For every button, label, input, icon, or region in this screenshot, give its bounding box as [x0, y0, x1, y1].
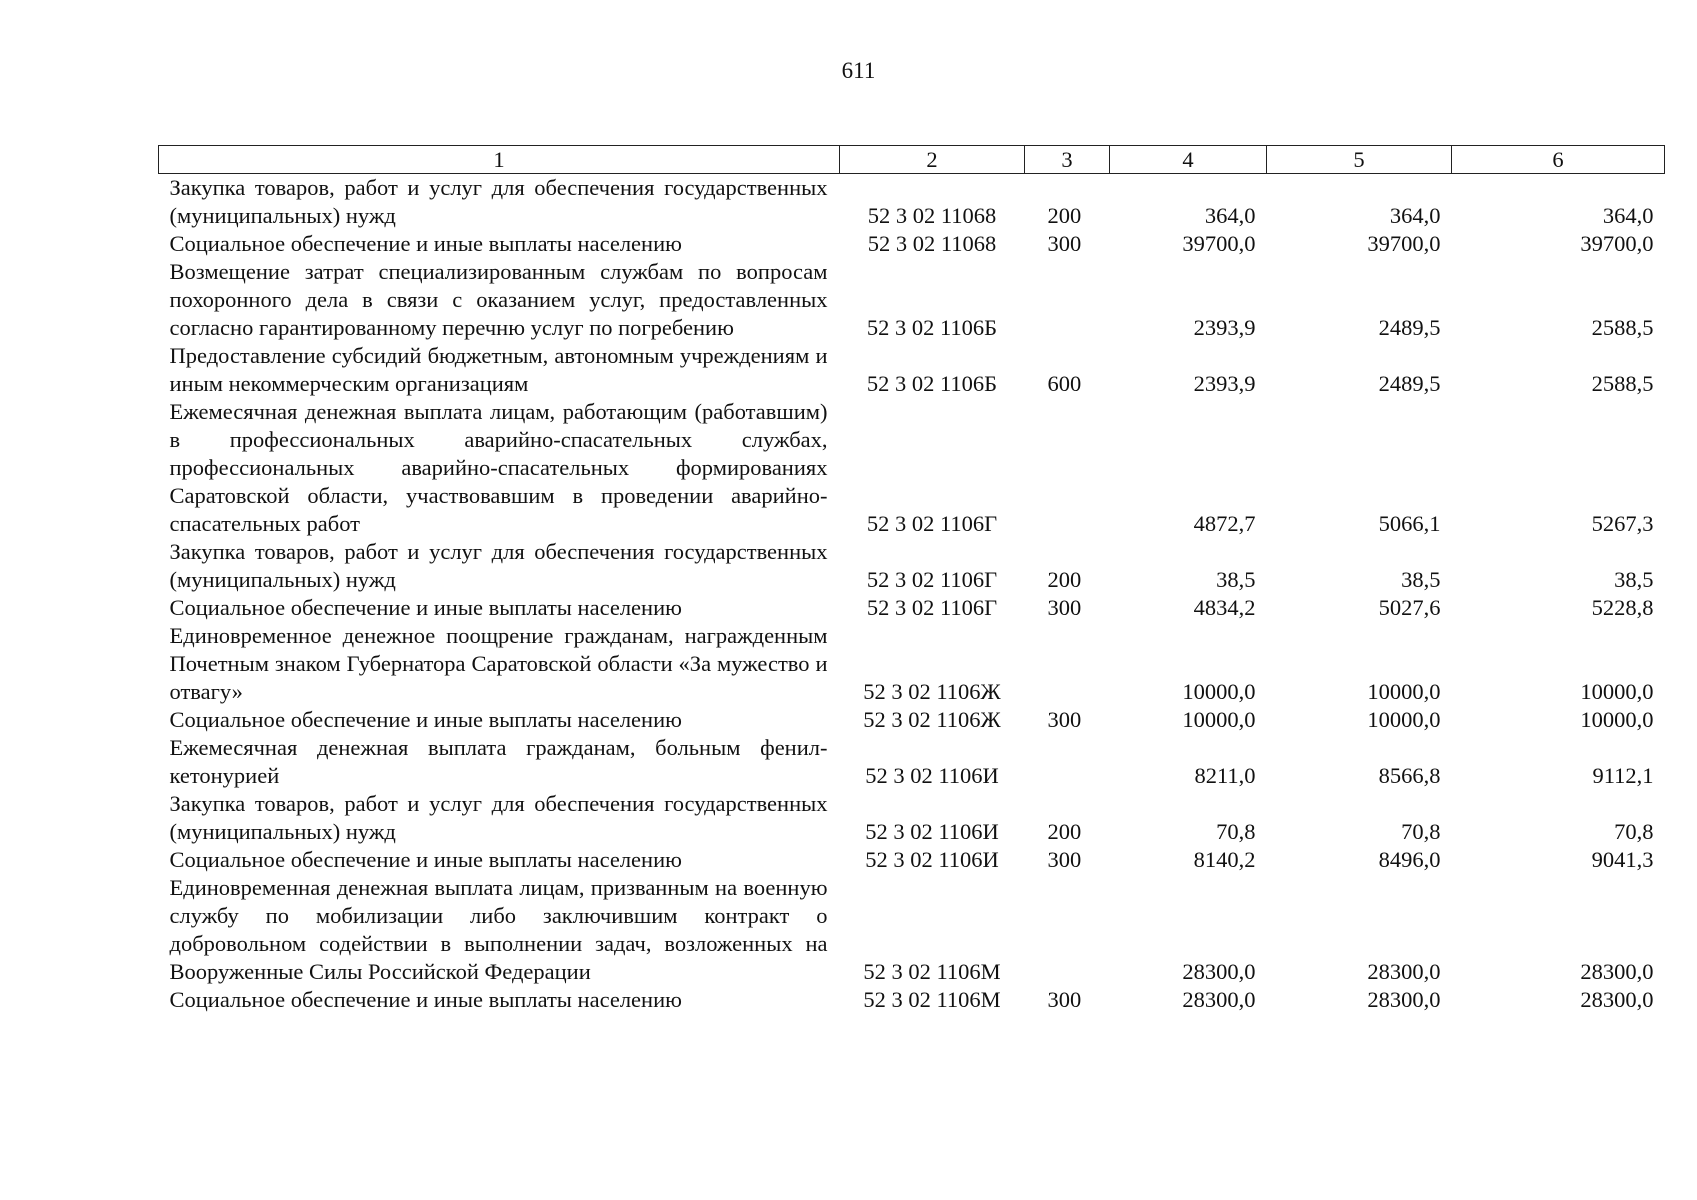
- row-name: Социальное обеспечение и иные выплаты населению: [169, 987, 682, 1012]
- row-value-6: 364,0: [1602, 203, 1654, 228]
- row-name: Ежемесячная денежная выплата лицам, работающим (работавшим) в профессиональных аварийно-спасательных службах, профессиональных аварийно-спасательных формированиях Саратовской области, участвовавшим в проведении аварийно-спасательных работ: [169, 399, 828, 536]
- row-name: Единовременное денежное поощрение гражданам, награжденным Почетным знаком Губернатора Саратовской области «За мужество и отвагу»: [169, 623, 828, 704]
- row-name: Социальное обеспечение и иные выплаты населению: [169, 231, 682, 256]
- row-expense-type: 300: [1047, 707, 1082, 732]
- column-header-1: 1: [159, 146, 840, 174]
- row-value-5: 10000,0: [1367, 679, 1441, 704]
- row-value-5: 10000,0: [1367, 707, 1441, 732]
- row-expense-type: [1025, 734, 1110, 790]
- row-value-6: 5267,3: [1591, 511, 1654, 536]
- column-header-5: 5: [1267, 146, 1452, 174]
- table-row: [159, 874, 1665, 986]
- row-expense-type: [1025, 398, 1110, 538]
- row-value-6: 28300,0: [1580, 959, 1654, 984]
- table-row: [159, 706, 1665, 734]
- header-row: [159, 146, 1665, 174]
- row-expense-type: 300: [1047, 595, 1082, 620]
- table-row: [159, 538, 1665, 594]
- row-code: 52 3 02 1106Г: [866, 595, 998, 620]
- row-value-5: 2489,5: [1378, 371, 1441, 396]
- row-expense-type: [1025, 622, 1110, 706]
- page-number: 611: [841, 58, 876, 83]
- table-row: [159, 846, 1665, 874]
- row-value-4: 28300,0: [1182, 987, 1256, 1012]
- row-value-6: 10000,0: [1580, 679, 1654, 704]
- row-name: Ежемесячная денежная выплата гражданам, больным фенилкетонурией: [169, 735, 828, 788]
- row-value-6: 38,5: [1614, 567, 1654, 592]
- row-value-6: 9041,3: [1591, 847, 1654, 872]
- row-code: 52 3 02 1106Б: [866, 371, 998, 396]
- table-row: [159, 174, 1665, 231]
- row-value-4: 10000,0: [1182, 707, 1256, 732]
- row-value-5: 28300,0: [1367, 959, 1441, 984]
- row-code: 52 3 02 1106Г: [866, 511, 998, 536]
- row-value-4: 2393,9: [1193, 315, 1256, 340]
- table-row: [159, 734, 1665, 790]
- row-value-4: 28300,0: [1182, 959, 1256, 984]
- row-expense-type: [1025, 874, 1110, 986]
- column-header-2: 2: [840, 146, 1025, 174]
- row-value-6: 70,8: [1614, 819, 1654, 844]
- row-value-4: 8140,2: [1193, 847, 1256, 872]
- table-row: [159, 342, 1665, 398]
- row-value-6: 2588,5: [1591, 371, 1654, 396]
- row-value-6: 28300,0: [1580, 987, 1654, 1012]
- row-code: 52 3 02 1106Б: [866, 315, 998, 340]
- row-expense-type: [1025, 258, 1110, 342]
- row-value-6: 9112,1: [1592, 763, 1654, 788]
- row-value-5: 5027,6: [1378, 595, 1441, 620]
- row-name: Возмещение затрат специализированным службам по вопросам похоронного дела в связи с оказанием услуг, предоставленных согласно гарантированному перечню услуг по погребению: [169, 259, 828, 340]
- row-name: Социальное обеспечение и иные выплаты населению: [169, 595, 682, 620]
- table-row: [159, 790, 1665, 846]
- row-value-4: 4872,7: [1193, 511, 1256, 536]
- row-code: 52 3 02 1106И: [865, 819, 999, 844]
- row-expense-type: 300: [1047, 231, 1082, 256]
- row-value-4: 70,8: [1216, 819, 1256, 844]
- row-value-5: 28300,0: [1367, 987, 1441, 1012]
- row-code: 52 3 02 11068: [867, 231, 997, 256]
- row-value-5: 8496,0: [1378, 847, 1441, 872]
- row-value-4: 38,5: [1216, 567, 1256, 592]
- row-value-5: 70,8: [1401, 819, 1441, 844]
- budget-table: [158, 145, 1665, 1014]
- row-code: 52 3 02 11068: [867, 203, 997, 228]
- row-value-4: 10000,0: [1182, 679, 1256, 704]
- row-name: Предоставление субсидий бюджетным, автономным учреждениям и иным некоммерческим организациям: [169, 343, 828, 396]
- row-name: Социальное обеспечение и иные выплаты населению: [169, 847, 682, 872]
- table-header: [159, 146, 1665, 174]
- row-code: 52 3 02 1106М: [863, 959, 1001, 984]
- row-value-4: 4834,2: [1193, 595, 1256, 620]
- row-value-5: 38,5: [1401, 567, 1441, 592]
- row-name: Закупка товаров, работ и услуг для обеспечения государственных (муниципальных) нужд: [169, 175, 828, 228]
- row-code: 52 3 02 1106М: [863, 987, 1001, 1012]
- row-name: Социальное обеспечение и иные выплаты населению: [169, 707, 682, 732]
- row-expense-type: 200: [1047, 567, 1082, 592]
- table-row: [159, 594, 1665, 622]
- table-row: [159, 986, 1665, 1014]
- row-code: 52 3 02 1106И: [865, 763, 999, 788]
- column-header-4: 4: [1110, 146, 1267, 174]
- row-value-6: 2588,5: [1591, 315, 1654, 340]
- table-row: [159, 258, 1665, 342]
- row-value-4: 8211,0: [1194, 763, 1256, 788]
- row-value-5: 2489,5: [1378, 315, 1441, 340]
- row-value-5: 39700,0: [1367, 231, 1441, 256]
- row-value-4: 2393,9: [1193, 371, 1256, 396]
- row-value-5: 364,0: [1389, 203, 1441, 228]
- row-value-5: 5066,1: [1378, 511, 1441, 536]
- row-value-6: 39700,0: [1580, 231, 1654, 256]
- table-body: [159, 174, 1665, 1015]
- row-name: Закупка товаров, работ и услуг для обеспечения государственных (муниципальных) нужд: [169, 791, 828, 844]
- row-expense-type: 600: [1047, 371, 1082, 396]
- row-code: 52 3 02 1106И: [865, 847, 999, 872]
- row-value-4: 364,0: [1204, 203, 1256, 228]
- row-expense-type: 200: [1047, 203, 1082, 228]
- table-row: [159, 622, 1665, 706]
- table-row: [159, 230, 1665, 258]
- row-expense-type: 200: [1047, 819, 1082, 844]
- column-header-6: 6: [1452, 146, 1665, 174]
- row-name: Закупка товаров, работ и услуг для обеспечения государственных (муниципальных) нужд: [169, 539, 828, 592]
- row-expense-type: 300: [1047, 847, 1082, 872]
- row-code: 52 3 02 1106Ж: [863, 679, 1001, 704]
- row-value-6: 10000,0: [1580, 707, 1654, 732]
- row-value-4: 39700,0: [1182, 231, 1256, 256]
- row-value-5: 8566,8: [1378, 763, 1441, 788]
- row-expense-type: 300: [1047, 987, 1082, 1012]
- row-value-6: 5228,8: [1591, 595, 1654, 620]
- row-code: 52 3 02 1106Г: [866, 567, 998, 592]
- table-row: [159, 398, 1665, 538]
- row-code: 52 3 02 1106Ж: [863, 707, 1001, 732]
- row-name: Единовременная денежная выплата лицам, призванным на военную службу по мобилизации либо заключившим контракт о добровольном содействии в выполнении задач, возложенных на Вооруженные Силы Российской Федерации: [169, 875, 828, 984]
- column-header-3: 3: [1025, 146, 1110, 174]
